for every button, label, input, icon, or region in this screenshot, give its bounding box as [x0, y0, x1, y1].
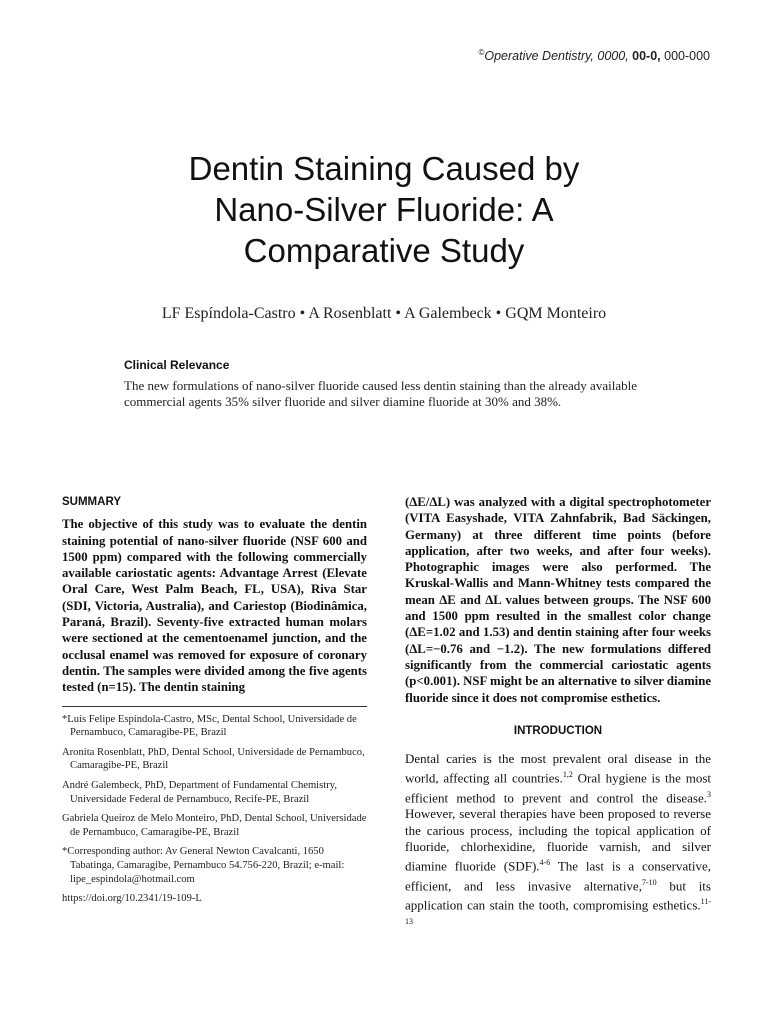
citation-1: 1,2: [562, 770, 573, 780]
footnote-author-2: Aronita Rosenblatt, PhD, Dental School, Universidade de Pernambuco, Camaragibe-PE, Brazil: [62, 746, 365, 772]
doi-link[interactable]: https://doi.org/10.2341/19-109-L: [62, 893, 202, 905]
citation-2: 3: [707, 789, 711, 799]
citation-4: 7-10: [641, 877, 657, 887]
title-line-3: Comparative Study: [243, 232, 525, 269]
intro-sentence-2: Oral hygiene is the most efficient method to prevent and control the disease.: [405, 770, 711, 806]
summary-text-right: (ΔE/ΔL) was analyzed with a digital spectrophotometer (VITA Easyshade, VITA Zahnfabrik, Bad Säckingen, Germany) at three different time points (before application, after two weeks, and after four weeks). Photographic images were also performed. The Kruskal-Wallis and Mann-Whitney tests compared the mean ΔE and ΔL values between groups. The NSF 600 and 1500 ppm resulted in the smallest color change (ΔE=1.02 and 1.53) and dentin staining after four weeks (ΔL=−0.76 and −1.2). The new formulations differed significantly from the commercial cariostatic agents (p<0.001). NSF might be an alternative to silver diamine fluoride since it does not compromise esthetics.: [405, 495, 711, 705]
right-column: [405, 494, 711, 933]
copyright-mark: ©: [478, 48, 485, 57]
intro-sentence-5: but its application can stain the tooth, compromising esthetics.: [405, 877, 711, 913]
citation-5: 11-13: [405, 897, 711, 926]
summary-heading: SUMMARY: [62, 496, 121, 508]
clinical-relevance-heading: Clinical Relevance: [124, 358, 230, 372]
introduction-paragraph: [405, 751, 711, 933]
intro-sentence-3: However, several therapies have been proposed to reverse the carious process, including the topical application of fluoride, chlorhexidine, fluoride varnish, and silver diamine fluoride (SDF).: [405, 806, 711, 874]
introduction-heading: INTRODUCTION: [513, 724, 603, 737]
author-list: LF Espíndola-Castro • A Rosenblatt • A Galembeck • GQM Monteiro: [161, 305, 607, 322]
title-line-1: Dentin Staining Caused by: [188, 150, 580, 187]
summary-text-left: The objective of this study was to evaluate the dentin staining potential of nano-silver fluoride (NSF 600 and 1500 ppm) compared with the following commercially available cariostatic agents: Advantage Arrest (Elevate Oral Care, West Palm Beach, FL, USA), Riva Star (SDI, Victoria, Australia), and Cariestop (Biodinâmica, Paraná, Brazil). Seventy-five extracted human molars were sectioned at the cementoenamel junction, and the occlusal enamel was removed for exposure of coronary dentin. The samples were divided among the five agents tested (n=15). The dentin staining: [62, 517, 367, 695]
running-head: [478, 48, 710, 63]
footnote-corresponding: *Corresponding author: Av General Newton Cavalcanti, 1650 Tabatinga, Camaragibe, Pernambuco 54.756-220, Brazil; e-mail: lipe_espindola@hotmail.com: [62, 846, 345, 885]
journal-pages: 000-000: [664, 49, 710, 64]
footnote-author-1: *Luís Felipe Espíndola-Castro, MSc, Dental School, Universidade de Pernambuco, Camaragibe-PE, Brazil: [62, 713, 357, 739]
journal-name: Operative Dentistry, 0000,: [484, 49, 629, 64]
clinical-relevance-text: The new formulations of nano-silver fluoride caused less dentin staining than the already available commercial agents 35% silver fluoride and silver diamine fluoride at 30% and 38%.: [124, 378, 637, 409]
footnote-author-4: Gabriela Queiroz de Melo Monteiro, PhD, Dental School, Universidade de Pernambuco, Camaragibe-PE, Brazil: [62, 813, 367, 838]
footnote-author-3: André Galembeck, PhD, Department of Fundamental Chemistry, Universidade Federal de Pernambuco, Recife-PE, Brazil: [62, 779, 337, 805]
footnote-divider: [62, 706, 367, 707]
citation-3: 4-6: [539, 858, 551, 868]
paper-title: [0, 148, 768, 271]
journal-volume: 00-0,: [632, 49, 661, 64]
title-line-2: Nano-Silver Fluoride: A: [214, 191, 554, 228]
left-column: [62, 494, 367, 912]
intro-sentence-4: The last is a conservative, efficient, and less invasive alternative,: [405, 858, 711, 893]
intro-sentence-1: Dental caries is the most prevalent oral disease in the world, affecting all countries.: [405, 751, 711, 786]
